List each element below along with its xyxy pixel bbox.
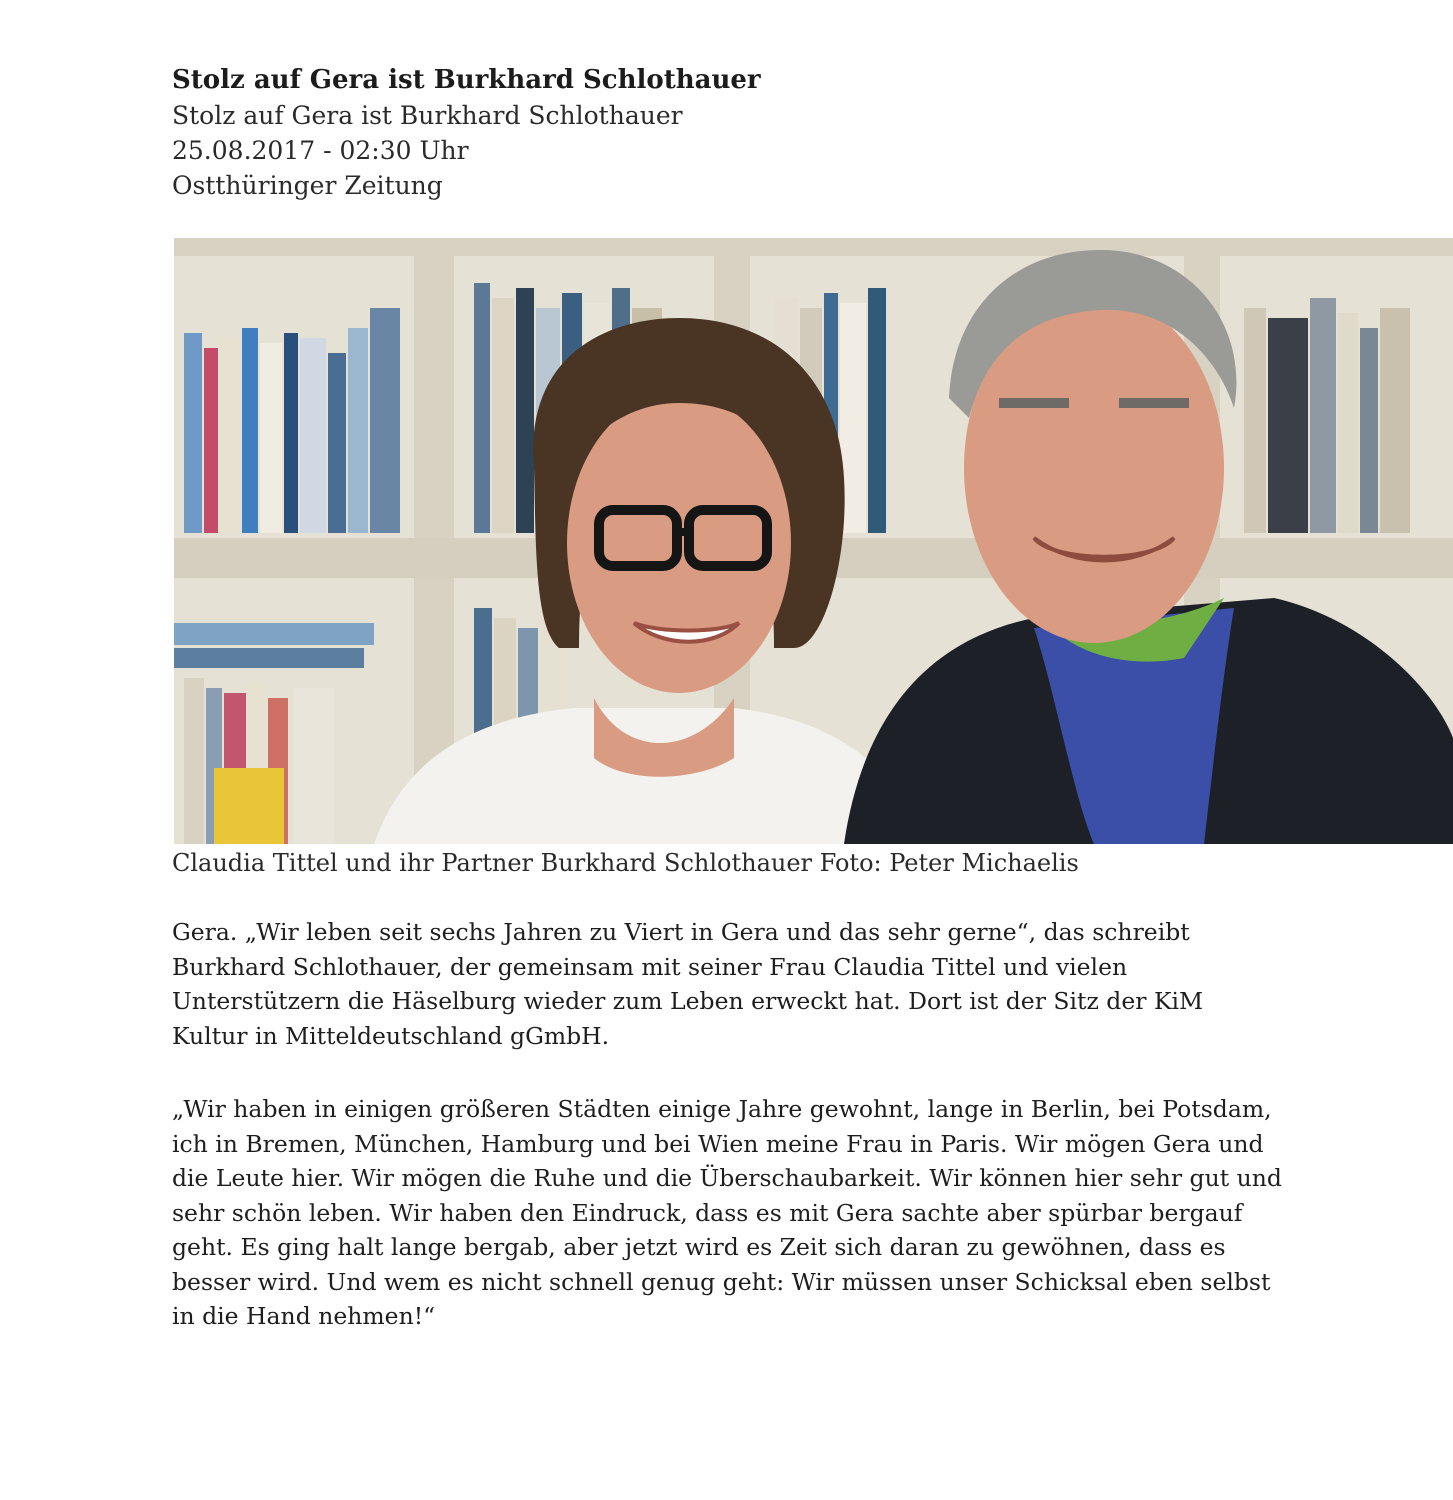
- article-source: Ostthüringer Zeitung: [172, 171, 443, 200]
- article-headline: Stolz auf Gera ist Burkhard Schlothauer: [172, 65, 761, 95]
- photo-illustration: [174, 238, 1453, 844]
- article-paragraph-1: Gera. „Wir leben seit sechs Jahren zu Viert in Gera und das sehr gerne“, das schreibt Burkhard Schlothauer, der gemeinsam mit seiner Frau Claudia Tittel und vielen Unterstützern die Häselburg wieder zum Leben erweckt hat. Dort ist der Sitz der KiM Kultur in Mitteldeutschland gGmbH.: [172, 918, 1204, 1050]
- article-photo: [174, 238, 1453, 844]
- article-header: [172, 62, 1272, 203]
- article-paragraph-2: „Wir haben in einigen größeren Städten einige Jahre gewohnt, lange in Berlin, bei Potsdam, ich in Bremen, München, Hamburg und bei Wien meine Frau in Paris. Wir mögen Gera und die Leute hier. Wir mögen die Ruhe und die Überschaubarkeit. Wir können hier sehr gut und sehr schön leben. Wir haben den Eindruck, dass es mit Gera sachte aber spürbar bergauf geht. Es ging halt lange bergab, aber jetzt wird es Zeit sich daran zu gewöhnen, dass es besser wird. Und wem es nicht schnell genug geht: Wir müssen unser Schicksal eben selbst in die Hand nehmen!“: [172, 1095, 1282, 1330]
- photo-caption: Claudia Tittel und ihr Partner Burkhard Schlothauer Foto: Peter Michaelis: [172, 849, 1079, 877]
- article-subheadline: Stolz auf Gera ist Burkhard Schlothauer: [172, 101, 683, 130]
- article-datetime: 25.08.2017 - 02:30 Uhr: [172, 136, 469, 165]
